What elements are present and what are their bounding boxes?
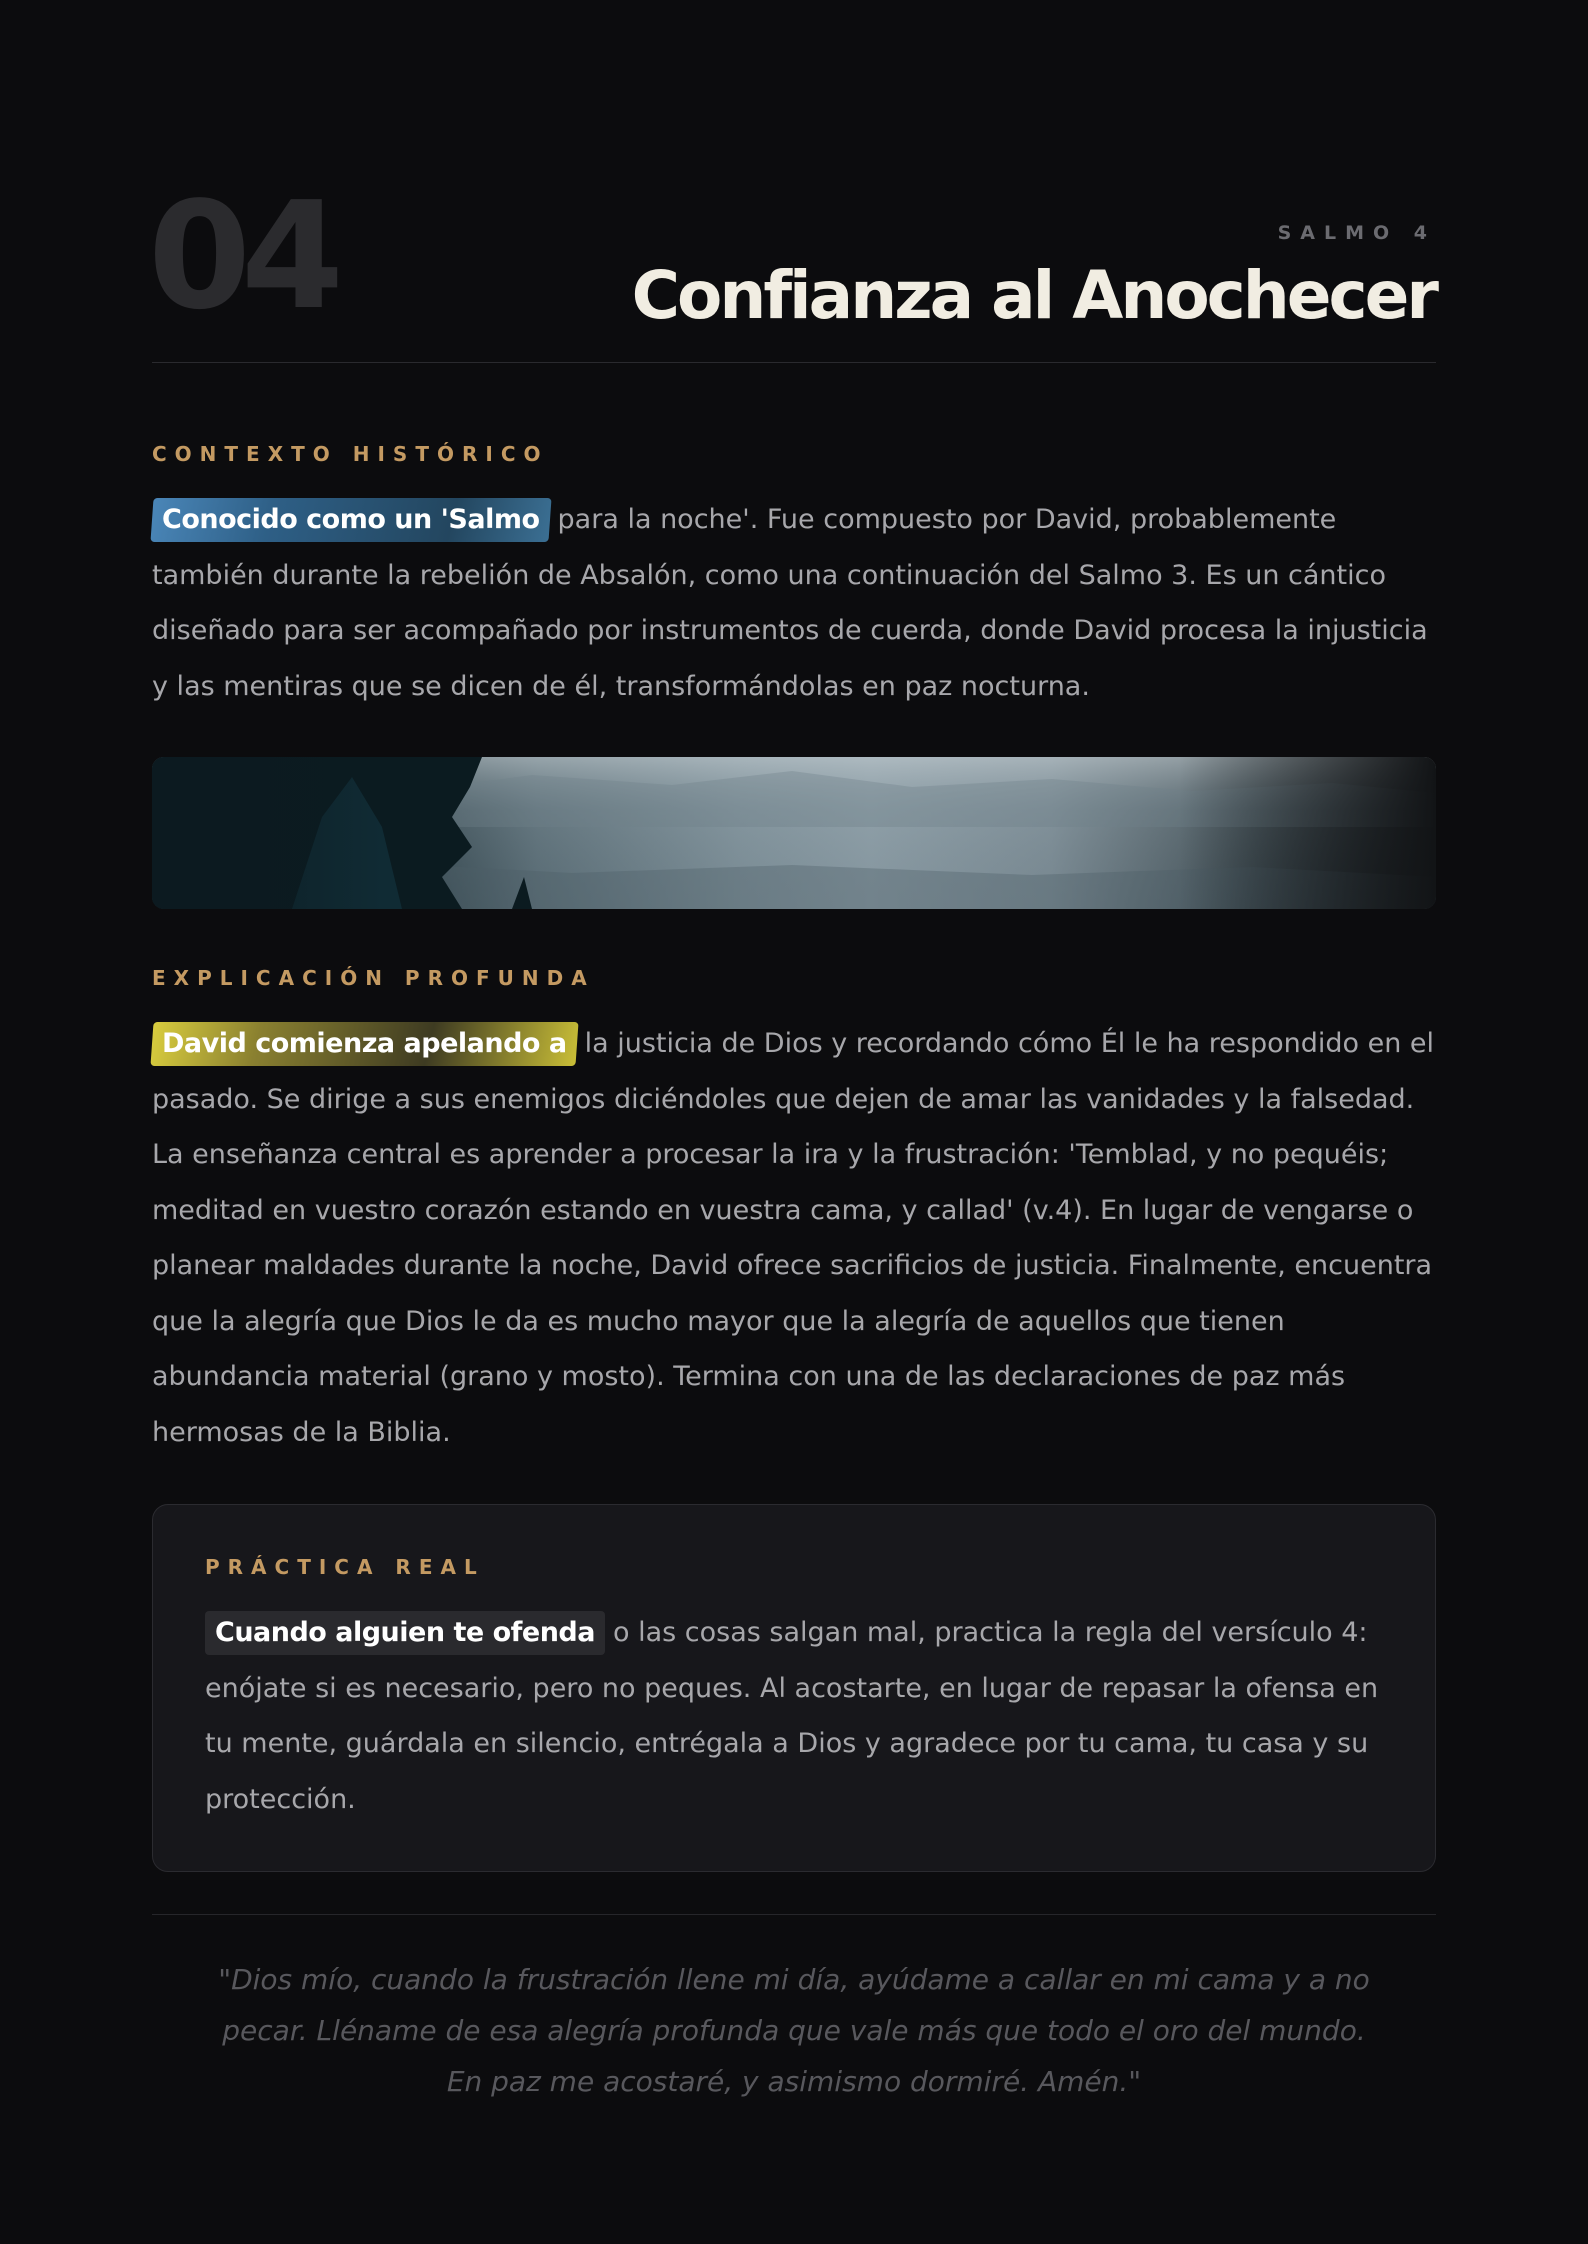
- context-text: para la noche'. Fue compuesto por David, probablemente también durante la rebelión de Absalón, como una continuación del Salmo 3. Es un cántico diseñado para ser acompañado por instrumentos de cuerda, donde David procesa la injusticia y las mentiras que se dicen de él, transformándolas en paz nocturna.: [152, 504, 1428, 702]
- explanation-highlight: David comienza apelando a: [150, 1022, 578, 1066]
- practice-paragraph: [205, 1605, 1385, 1827]
- explanation-section: [152, 966, 1436, 1460]
- practice-text: o las cosas salgan mal, practica la regla del versículo 4: enójate si es necesario, pero no peques. Al acostarte, en lugar de repasar la ofensa en tu mente, guárdala en silencio, entrégala a Dios y agradece por tu cama, tu casa y su protección.: [205, 1617, 1379, 1815]
- context-paragraph: [152, 492, 1436, 714]
- context-label: CONTEXTO HISTÓRICO: [152, 442, 549, 466]
- section-divider: [152, 1914, 1436, 1915]
- explanation-text: la justicia de Dios y recordando cómo Él le ha respondido en el pasado. Se dirige a sus enemigos diciéndoles que dejen de amar las vanidades y la falsedad. La enseñanza central es aprender a procesar la ira y la frustración: 'Temblad, y no pequéis; meditad en vuestro corazón estando en vuestra cama, y callad' (v.4). En lugar de vengarse o planear maldades durante la noche, David ofrece sacrificios de justicia. Finalmente, encuentra que la alegría que Dios le da es mucho mayor que la alegría de aquellos que tienen abundancia material (grano y mosto). Termina con una de las declaraciones de paz más hermosas de la Biblia.: [152, 1028, 1435, 1448]
- page-title: Confianza al Anochecer: [631, 257, 1436, 334]
- mountain-silhouette: [152, 757, 1436, 909]
- context-highlight: Conocido como un 'Salmo: [150, 498, 551, 542]
- landscape-banner-image: [152, 757, 1436, 909]
- practice-card: [152, 1504, 1436, 1872]
- psalm-reference: SALMO 4: [1277, 222, 1436, 244]
- chapter-header: [148, 170, 1436, 363]
- context-section: [152, 442, 1436, 714]
- explanation-label: EXPLICACIÓN PROFUNDA: [152, 966, 595, 990]
- practice-highlight: Cuando alguien te ofenda: [205, 1611, 605, 1655]
- chapter-number: 04: [148, 170, 334, 342]
- practice-label: PRÁCTICA REAL: [205, 1555, 485, 1579]
- closing-prayer: "Dios mío, cuando la frustración llene mi día, ayúdame a callar en mi cama y a no pecar. Lléname de esa alegría profunda que vale más que todo el oro del mundo. En paz me acostaré, y asimismo dormiré. Amén.": [218, 1963, 1370, 2098]
- explanation-paragraph: [152, 1016, 1436, 1460]
